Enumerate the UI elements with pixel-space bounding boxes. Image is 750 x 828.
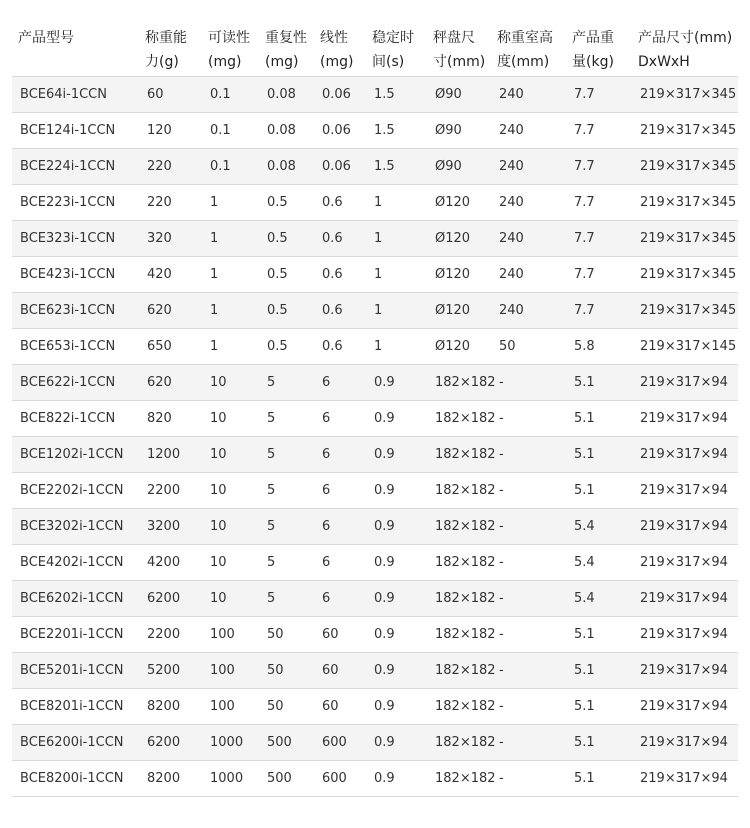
pan-size-cell: 182×182	[427, 544, 491, 580]
readability-cell: 1	[202, 292, 259, 328]
capacity-cell: 120	[139, 112, 202, 148]
chamber-height-header	[491, 18, 566, 76]
readability-cell: 1	[202, 328, 259, 364]
weight-cell: 5.1	[566, 724, 632, 760]
dimensions-cell: 219×317×345	[632, 148, 738, 184]
table-row	[12, 328, 738, 364]
capacity-cell: 5200	[139, 652, 202, 688]
readability-cell: 10	[202, 400, 259, 436]
pan-size-cell: Ø120	[427, 220, 491, 256]
linearity-cell: 0.06	[314, 112, 366, 148]
chamber-height-cell: -	[491, 724, 566, 760]
readability-cell: 10	[202, 364, 259, 400]
repeatability-cell: 5	[259, 436, 314, 472]
dimensions-cell: 219×317×94	[632, 724, 738, 760]
weight-cell: 5.4	[566, 508, 632, 544]
stabilization-time-cell: 0.9	[366, 508, 427, 544]
table-row	[12, 760, 738, 796]
model-cell: BCE223i-1CCN	[12, 184, 139, 220]
table-row	[12, 148, 738, 184]
header-line: 间(s)	[372, 54, 405, 70]
readability-cell: 10	[202, 544, 259, 580]
readability-cell: 100	[202, 688, 259, 724]
stabilization-time-header	[366, 18, 427, 76]
pan-size-cell: 182×182	[427, 436, 491, 472]
capacity-cell: 4200	[139, 544, 202, 580]
pan-size-header	[427, 18, 491, 76]
readability-cell: 10	[202, 580, 259, 616]
capacity-cell: 220	[139, 148, 202, 184]
dimensions-cell: 219×317×94	[632, 472, 738, 508]
table-row	[12, 616, 738, 652]
weight-cell: 5.1	[566, 688, 632, 724]
stabilization-time-cell: 1	[366, 256, 427, 292]
capacity-cell: 650	[139, 328, 202, 364]
header-line: 称重能	[145, 30, 187, 46]
chamber-height-cell: -	[491, 364, 566, 400]
readability-cell: 10	[202, 472, 259, 508]
repeatability-cell: 50	[259, 652, 314, 688]
capacity-cell: 420	[139, 256, 202, 292]
linearity-cell: 0.6	[314, 328, 366, 364]
dimensions-cell: 219×317×94	[632, 652, 738, 688]
table-row	[12, 220, 738, 256]
model-cell: BCE8201i-1CCN	[12, 688, 139, 724]
repeatability-cell: 50	[259, 616, 314, 652]
weight-cell: 7.7	[566, 148, 632, 184]
dimensions-cell: 219×317×94	[632, 508, 738, 544]
repeatability-cell: 500	[259, 724, 314, 760]
dimensions-cell: 219×317×94	[632, 616, 738, 652]
capacity-cell: 1200	[139, 436, 202, 472]
chamber-height-cell: 240	[491, 112, 566, 148]
weight-cell: 7.7	[566, 292, 632, 328]
pan-size-cell: 182×182	[427, 472, 491, 508]
weight-cell: 5.1	[566, 364, 632, 400]
stabilization-time-cell: 1.5	[366, 112, 427, 148]
chamber-height-cell: 50	[491, 328, 566, 364]
header-line: (mg)	[208, 54, 242, 70]
model-cell: BCE1202i-1CCN	[12, 436, 139, 472]
stabilization-time-cell: 0.9	[366, 400, 427, 436]
stabilization-time-cell: 0.9	[366, 688, 427, 724]
linearity-cell: 6	[314, 544, 366, 580]
pan-size-cell: 182×182	[427, 760, 491, 796]
table-row	[12, 112, 738, 148]
linearity-cell: 600	[314, 760, 366, 796]
pan-size-cell: 182×182	[427, 724, 491, 760]
stabilization-time-cell: 0.9	[366, 616, 427, 652]
repeatability-cell: 0.5	[259, 328, 314, 364]
table-row	[12, 652, 738, 688]
stabilization-time-cell: 1	[366, 328, 427, 364]
repeatability-cell: 0.5	[259, 184, 314, 220]
weight-cell: 5.1	[566, 472, 632, 508]
weight-header	[566, 18, 632, 76]
readability-cell: 1	[202, 256, 259, 292]
linearity-cell: 60	[314, 652, 366, 688]
dimensions-cell: 219×317×94	[632, 544, 738, 580]
repeatability-cell: 5	[259, 472, 314, 508]
stabilization-time-cell: 0.9	[366, 436, 427, 472]
repeatability-cell: 500	[259, 760, 314, 796]
model-cell: BCE4202i-1CCN	[12, 544, 139, 580]
table-row	[12, 76, 738, 112]
repeatability-cell: 5	[259, 364, 314, 400]
pan-size-cell: Ø90	[427, 148, 491, 184]
dimensions-cell: 219×317×345	[632, 256, 738, 292]
repeatability-cell: 5	[259, 544, 314, 580]
model-cell: BCE64i-1CCN	[12, 76, 139, 112]
header-line: 产品型号	[18, 30, 74, 46]
model-cell: BCE623i-1CCN	[12, 292, 139, 328]
header-line: (mg)	[265, 54, 299, 70]
dimensions-cell: 219×317×345	[632, 112, 738, 148]
table-row	[12, 400, 738, 436]
weight-cell: 5.4	[566, 580, 632, 616]
linearity-cell: 0.6	[314, 220, 366, 256]
stabilization-time-cell: 1.5	[366, 76, 427, 112]
table-row	[12, 436, 738, 472]
chamber-height-cell: -	[491, 580, 566, 616]
capacity-cell: 60	[139, 76, 202, 112]
weight-cell: 5.8	[566, 328, 632, 364]
model-header	[12, 18, 139, 76]
repeatability-cell: 50	[259, 688, 314, 724]
pan-size-cell: 182×182	[427, 400, 491, 436]
stabilization-time-cell: 1	[366, 220, 427, 256]
weight-cell: 5.1	[566, 400, 632, 436]
chamber-height-cell: 240	[491, 148, 566, 184]
header-line: 重复性	[265, 30, 307, 46]
chamber-height-cell: -	[491, 436, 566, 472]
model-cell: BCE3202i-1CCN	[12, 508, 139, 544]
model-cell: BCE124i-1CCN	[12, 112, 139, 148]
header-line: 度(mm)	[497, 54, 550, 70]
header-line: (mg)	[320, 54, 354, 70]
linearity-cell: 0.6	[314, 256, 366, 292]
stabilization-time-cell: 1	[366, 292, 427, 328]
chamber-height-cell: 240	[491, 76, 566, 112]
capacity-cell: 3200	[139, 508, 202, 544]
model-cell: BCE323i-1CCN	[12, 220, 139, 256]
capacity-cell: 320	[139, 220, 202, 256]
linearity-cell: 0.6	[314, 184, 366, 220]
model-cell: BCE6202i-1CCN	[12, 580, 139, 616]
linearity-cell: 60	[314, 616, 366, 652]
stabilization-time-cell: 0.9	[366, 724, 427, 760]
pan-size-cell: Ø120	[427, 292, 491, 328]
dimensions-cell: 219×317×345	[632, 76, 738, 112]
pan-size-cell: 182×182	[427, 364, 491, 400]
linearity-cell: 0.06	[314, 76, 366, 112]
readability-cell: 0.1	[202, 76, 259, 112]
readability-cell: 10	[202, 436, 259, 472]
chamber-height-cell: 240	[491, 256, 566, 292]
stabilization-time-cell: 0.9	[366, 472, 427, 508]
weight-cell: 7.7	[566, 112, 632, 148]
weight-cell: 5.1	[566, 436, 632, 472]
weight-cell: 7.7	[566, 184, 632, 220]
table-row	[12, 292, 738, 328]
model-cell: BCE653i-1CCN	[12, 328, 139, 364]
header-line: 称重室高	[497, 30, 553, 46]
readability-header	[202, 18, 259, 76]
chamber-height-cell: -	[491, 400, 566, 436]
pan-size-cell: 182×182	[427, 508, 491, 544]
repeatability-cell: 5	[259, 400, 314, 436]
spec-table	[12, 18, 738, 797]
model-cell: BCE2201i-1CCN	[12, 616, 139, 652]
model-cell: BCE2202i-1CCN	[12, 472, 139, 508]
table-row	[12, 580, 738, 616]
capacity-cell: 220	[139, 184, 202, 220]
dimensions-cell: 219×317×94	[632, 580, 738, 616]
table-row	[12, 472, 738, 508]
capacity-cell: 620	[139, 364, 202, 400]
capacity-cell: 8200	[139, 760, 202, 796]
pan-size-cell: 182×182	[427, 652, 491, 688]
table-row	[12, 184, 738, 220]
linearity-cell: 6	[314, 472, 366, 508]
weight-cell: 5.1	[566, 760, 632, 796]
repeatability-cell: 0.5	[259, 220, 314, 256]
table-row	[12, 688, 738, 724]
capacity-cell: 8200	[139, 688, 202, 724]
stabilization-time-cell: 0.9	[366, 760, 427, 796]
readability-cell: 0.1	[202, 148, 259, 184]
dimensions-cell: 219×317×94	[632, 436, 738, 472]
linearity-cell: 6	[314, 400, 366, 436]
stabilization-time-cell: 0.9	[366, 580, 427, 616]
header-line: 寸(mm)	[433, 54, 486, 70]
dimensions-cell: 219×317×94	[632, 400, 738, 436]
table-row	[12, 256, 738, 292]
model-cell: BCE5201i-1CCN	[12, 652, 139, 688]
chamber-height-cell: -	[491, 760, 566, 796]
capacity-cell: 620	[139, 292, 202, 328]
header-line: DxWxH	[638, 54, 690, 70]
header-line: 力(g)	[145, 54, 179, 70]
linearity-cell: 6	[314, 364, 366, 400]
linearity-cell: 600	[314, 724, 366, 760]
capacity-header	[139, 18, 202, 76]
chamber-height-cell: -	[491, 544, 566, 580]
repeatability-cell: 5	[259, 508, 314, 544]
table-header	[12, 18, 738, 76]
weight-cell: 7.7	[566, 220, 632, 256]
header-line: 产品尺寸(mm)	[638, 30, 733, 46]
model-cell: BCE224i-1CCN	[12, 148, 139, 184]
pan-size-cell: 182×182	[427, 688, 491, 724]
readability-cell: 100	[202, 652, 259, 688]
dimensions-cell: 219×317×94	[632, 688, 738, 724]
chamber-height-cell: 240	[491, 184, 566, 220]
header-line: 量(kg)	[572, 54, 614, 70]
pan-size-cell: Ø90	[427, 76, 491, 112]
weight-cell: 7.7	[566, 256, 632, 292]
dimensions-cell: 219×317×94	[632, 364, 738, 400]
capacity-cell: 2200	[139, 472, 202, 508]
pan-size-cell: Ø90	[427, 112, 491, 148]
chamber-height-cell: -	[491, 616, 566, 652]
linearity-cell: 6	[314, 580, 366, 616]
chamber-height-cell: -	[491, 688, 566, 724]
header-line: 产品重	[572, 30, 614, 46]
readability-cell: 10	[202, 508, 259, 544]
header-line: 线性	[320, 30, 348, 46]
linearity-cell: 6	[314, 508, 366, 544]
model-cell: BCE822i-1CCN	[12, 400, 139, 436]
dimensions-header	[632, 18, 738, 76]
linearity-cell: 0.06	[314, 148, 366, 184]
chamber-height-cell: 240	[491, 220, 566, 256]
chamber-height-cell: -	[491, 508, 566, 544]
header-line: 稳定时	[372, 30, 414, 46]
readability-cell: 100	[202, 616, 259, 652]
capacity-cell: 820	[139, 400, 202, 436]
pan-size-cell: Ø120	[427, 256, 491, 292]
header-row	[12, 18, 738, 76]
stabilization-time-cell: 0.9	[366, 652, 427, 688]
repeatability-header	[259, 18, 314, 76]
readability-cell: 1000	[202, 760, 259, 796]
table-row	[12, 364, 738, 400]
dimensions-cell: 219×317×145	[632, 328, 738, 364]
dimensions-cell: 219×317×345	[632, 292, 738, 328]
readability-cell: 0.1	[202, 112, 259, 148]
readability-cell: 1	[202, 220, 259, 256]
linearity-cell: 0.6	[314, 292, 366, 328]
repeatability-cell: 0.08	[259, 148, 314, 184]
capacity-cell: 2200	[139, 616, 202, 652]
linearity-cell: 6	[314, 436, 366, 472]
table-body	[12, 76, 738, 796]
dimensions-cell: 219×317×94	[632, 760, 738, 796]
weight-cell: 5.4	[566, 544, 632, 580]
chamber-height-cell: 240	[491, 292, 566, 328]
repeatability-cell: 0.08	[259, 112, 314, 148]
repeatability-cell: 0.08	[259, 76, 314, 112]
chamber-height-cell: -	[491, 652, 566, 688]
linearity-cell: 60	[314, 688, 366, 724]
model-cell: BCE622i-1CCN	[12, 364, 139, 400]
pan-size-cell: 182×182	[427, 580, 491, 616]
stabilization-time-cell: 0.9	[366, 364, 427, 400]
dimensions-cell: 219×317×345	[632, 184, 738, 220]
table-row	[12, 508, 738, 544]
weight-cell: 5.1	[566, 652, 632, 688]
header-line: 可读性	[208, 30, 250, 46]
readability-cell: 1000	[202, 724, 259, 760]
repeatability-cell: 0.5	[259, 292, 314, 328]
model-cell: BCE8200i-1CCN	[12, 760, 139, 796]
header-line: 秤盘尺	[433, 30, 475, 46]
model-cell: BCE6200i-1CCN	[12, 724, 139, 760]
stabilization-time-cell: 1	[366, 184, 427, 220]
weight-cell: 5.1	[566, 616, 632, 652]
pan-size-cell: Ø120	[427, 184, 491, 220]
chamber-height-cell: -	[491, 472, 566, 508]
pan-size-cell: Ø120	[427, 328, 491, 364]
stabilization-time-cell: 1.5	[366, 148, 427, 184]
weight-cell: 7.7	[566, 76, 632, 112]
stabilization-time-cell: 0.9	[366, 544, 427, 580]
table-row	[12, 544, 738, 580]
repeatability-cell: 5	[259, 580, 314, 616]
table-row	[12, 724, 738, 760]
repeatability-cell: 0.5	[259, 256, 314, 292]
model-cell: BCE423i-1CCN	[12, 256, 139, 292]
capacity-cell: 6200	[139, 580, 202, 616]
capacity-cell: 6200	[139, 724, 202, 760]
linearity-header	[314, 18, 366, 76]
dimensions-cell: 219×317×345	[632, 220, 738, 256]
pan-size-cell: 182×182	[427, 616, 491, 652]
readability-cell: 1	[202, 184, 259, 220]
